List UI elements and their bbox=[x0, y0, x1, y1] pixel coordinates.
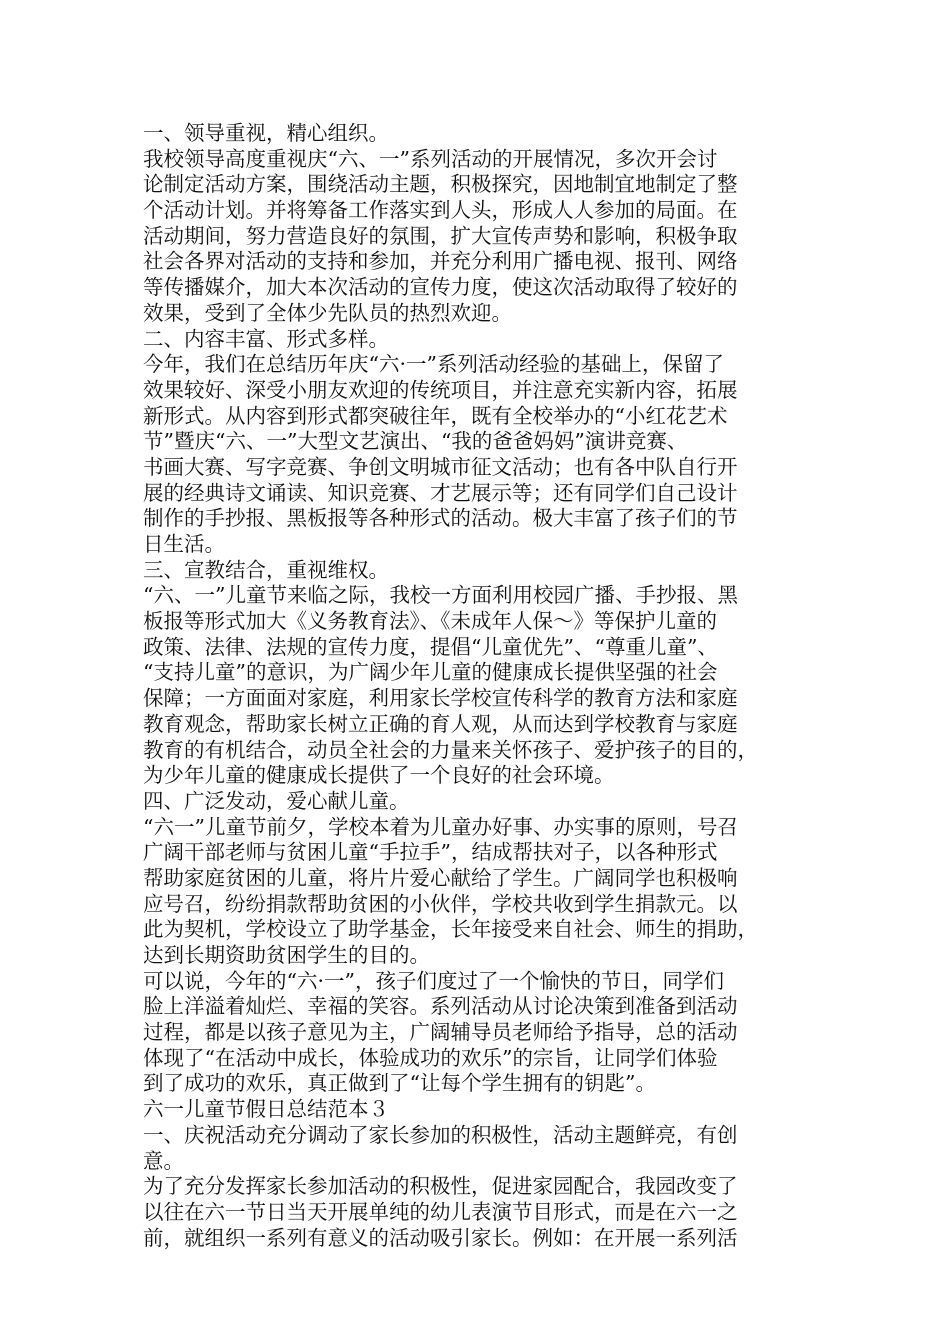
text-line: 日生活。 bbox=[143, 532, 225, 556]
text-line: 二、内容丰富、形式多样。 bbox=[143, 326, 389, 351]
text-line: 三、宣教结合，重视维权。 bbox=[143, 557, 389, 582]
text-line: 帮助家庭贫困的儿童，将片片爱心献给了学生。广阔同学也积极响 bbox=[143, 865, 738, 890]
text-line: 为少年儿童的健康成长提供了一个良好的社会环境。 bbox=[143, 763, 615, 788]
paragraph bbox=[143, 147, 813, 327]
paragraph bbox=[143, 1123, 813, 1174]
text-line: “六一”儿童节前夕，学校本着为儿童办好事、办实事的原则，号召 bbox=[143, 814, 738, 839]
text-line: 制作的手抄报、黑板报等各种形式的活动。极大丰富了孩子们的节 bbox=[143, 506, 738, 531]
paragraph bbox=[143, 121, 813, 147]
text-line: 六一儿童节假日总结范本３ bbox=[143, 1097, 389, 1122]
paragraph bbox=[143, 789, 813, 815]
text-line: 展的经典诗文诵读、知识竞赛、才艺展示等；还有同学们自己设计 bbox=[143, 480, 738, 505]
text-line: 意。 bbox=[143, 1148, 184, 1173]
text-line: 效果，受到了全体少先队员的热烈欢迎。 bbox=[143, 300, 512, 325]
text-line: 达到长期资助贫困学生的目的。 bbox=[143, 943, 430, 967]
text-line: 今年，我们在总结历年庆“六·一”系列活动经验的基础上，保留了 bbox=[143, 352, 724, 377]
paragraph bbox=[143, 1097, 813, 1123]
text-line: 一、庆祝活动充分调动了家长参加的积极性，活动主题鲜亮，有创 bbox=[143, 1122, 738, 1147]
text-line: “六、一”儿童节来临之际，我校一方面利用校园广播、手抄报、黑 bbox=[143, 583, 738, 608]
text-line: 此为契机，学校设立了助学基金，长年接受来自社会、师生的捐助， bbox=[143, 917, 758, 942]
text-line: 我校领导高度重视庆“六、一”系列活动的开展情况，多次开会讨 bbox=[143, 146, 718, 171]
text-line: 板报等形式加大《义务教育法》、《未成年人保～》等保护儿童的 bbox=[143, 609, 717, 634]
text-line: 效果较好、深受小朋友欢迎的传统项目，并注意充实新内容，拓展 bbox=[143, 377, 738, 402]
text-line: 书画大赛、写字竞赛、争创文明城市征文活动；也有各中队自行开 bbox=[143, 454, 738, 479]
text-line: 一、领导重视，精心组织。 bbox=[143, 121, 389, 145]
paragraph bbox=[143, 969, 813, 1097]
text-line: 四、广泛发动，爱心献儿童。 bbox=[143, 788, 410, 813]
text-line: 到了成功的欢乐，真正做到了“让每个学生拥有的钥匙”。 bbox=[143, 1071, 656, 1096]
text-line: 个活动计划。并将筹备工作落实到人头，形成人人参加的局面。在 bbox=[143, 198, 738, 223]
paragraph bbox=[143, 583, 813, 789]
text-line: 活动期间，努力营造良好的氛围，扩大宣传声势和影响，积极争取 bbox=[143, 223, 738, 248]
text-line: 保障；一方面面对家庭，利用家长学校宣传科学的教育方法和家庭 bbox=[143, 686, 738, 711]
text-line: 为了充分发挥家长参加活动的积极性，促进家园配合，我园改变了 bbox=[143, 1174, 738, 1199]
text-line: 体现了“在活动中成长，体验成功的欢乐”的宗旨，让同学们体验 bbox=[143, 1045, 718, 1070]
paragraph bbox=[143, 815, 813, 969]
text-line: 节”暨庆“六、一”大型文艺演出、“我的爸爸妈妈”演讲竞赛、 bbox=[143, 429, 688, 454]
text-line: 教育的有机结合，动员全社会的力量来关怀孩子、爱护孩子的目的， bbox=[143, 737, 758, 762]
paragraph bbox=[143, 1174, 813, 1251]
document-body bbox=[143, 121, 813, 1251]
text-line: “支持儿童”的意识，为广阔少年儿童的健康成长提供坚强的社会 bbox=[143, 660, 718, 685]
text-line: 前，就组织一系列有意义的活动吸引家长。例如：在开展一系列活 bbox=[143, 1225, 738, 1250]
text-line: 应号召，纷纷捐款帮助贫困的小伙伴，学校共收到学生捐款元。以 bbox=[143, 891, 738, 916]
text-line: 广阔干部老师与贫困儿童“手拉手”，结成帮扶对子，以各种形式 bbox=[143, 840, 718, 865]
text-line: 等传播媒介，加大本次活动的宣传力度，使这次活动取得了较好的 bbox=[143, 275, 738, 300]
text-line: 论制定活动方案，围绕活动主题，积极探究，因地制宜地制定了整 bbox=[143, 172, 738, 197]
text-line: 过程，都是以孩子意见为主，广阔辅导员老师给予指导，总的活动 bbox=[143, 1020, 738, 1045]
text-line: 脸上洋溢着灿烂、幸福的笑容。系列活动从讨论决策到准备到活动 bbox=[143, 994, 738, 1019]
text-line: 社会各界对活动的支持和参加，并充分利用广播电视、报刊、网络 bbox=[143, 249, 738, 274]
text-line: 政策、法律、法规的宣传力度，提倡“儿童优先”、“尊重儿童”、 bbox=[143, 634, 718, 659]
paragraph bbox=[143, 558, 813, 584]
paragraph bbox=[143, 327, 813, 353]
text-line: 新形式。从内容到形式都突破往年，既有全校举办的“小红花艺术 bbox=[143, 403, 728, 428]
paragraph bbox=[143, 352, 813, 558]
text-line: 以往在六一节日当天开展单纯的幼儿表演节目形式，而是在六一之 bbox=[143, 1199, 738, 1224]
text-line: 可以说，今年的“六·一”，孩子们度过了一个愉快的节日，同学们 bbox=[143, 968, 724, 993]
text-line: 教育观念，帮助家长树立正确的育人观，从而达到学校教育与家庭 bbox=[143, 711, 738, 736]
